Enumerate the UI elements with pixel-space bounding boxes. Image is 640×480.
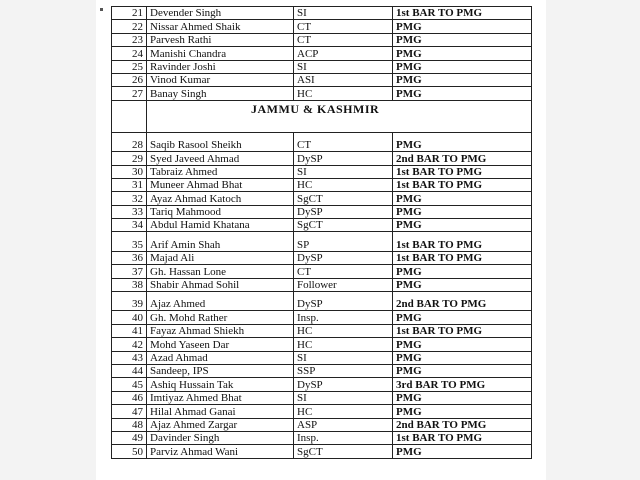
table-row xyxy=(112,20,532,33)
rank-cell: CT xyxy=(294,265,393,278)
rank-cell: HC xyxy=(294,324,393,337)
medal-cell: 2nd BAR TO PMG xyxy=(393,418,532,431)
medal-cell: PMG xyxy=(393,205,532,218)
rank-cell: HC xyxy=(294,338,393,351)
name-cell: Majad Ali xyxy=(147,251,294,264)
table-row xyxy=(112,278,532,291)
medal-cell: PMG xyxy=(393,47,532,60)
rank-cell: Insp. xyxy=(294,431,393,444)
medal-cell: PMG xyxy=(393,391,532,404)
serial-number-cell: 46 xyxy=(112,391,147,404)
name-cell: Ravinder Joshi xyxy=(147,60,294,73)
serial-number-cell: 36 xyxy=(112,251,147,264)
medal-cell: PMG xyxy=(393,351,532,364)
scan-mark xyxy=(100,8,103,11)
table-row xyxy=(112,132,532,151)
rank-cell: SI xyxy=(294,60,393,73)
medal-cell: PMG xyxy=(393,445,532,458)
rank-cell: SSP xyxy=(294,364,393,377)
rank-cell: DySP xyxy=(294,251,393,264)
medal-cell: PMG xyxy=(393,33,532,46)
name-cell: Gh. Hassan Lone xyxy=(147,265,294,278)
rank-cell: SgCT xyxy=(294,192,393,205)
rank-cell: CT xyxy=(294,132,393,151)
table-row xyxy=(112,33,532,46)
medal-cell: PMG xyxy=(393,364,532,377)
table-row xyxy=(112,205,532,218)
rank-cell: ASI xyxy=(294,73,393,86)
table-row xyxy=(112,431,532,444)
medal-cell: PMG xyxy=(393,60,532,73)
name-cell: Shabir Ahmad Sohil xyxy=(147,278,294,291)
serial-number-cell: 25 xyxy=(112,60,147,73)
table-row xyxy=(112,60,532,73)
medal-cell: 1st BAR TO PMG xyxy=(393,324,532,337)
medal-cell: 2nd BAR TO PMG xyxy=(393,292,532,311)
medal-list-table xyxy=(111,6,532,459)
rank-cell: DySP xyxy=(294,205,393,218)
serial-number-cell: 30 xyxy=(112,165,147,178)
serial-number-cell: 35 xyxy=(112,232,147,251)
medal-cell: PMG xyxy=(393,311,532,324)
name-cell: Parvesh Rathi xyxy=(147,33,294,46)
rank-cell: SP xyxy=(294,232,393,251)
blank-cell xyxy=(112,100,147,132)
name-cell: Parviz Ahmad Wani xyxy=(147,445,294,458)
name-cell: Ajaz Ahmed xyxy=(147,292,294,311)
serial-number-cell: 26 xyxy=(112,73,147,86)
medal-cell: 2nd BAR TO PMG xyxy=(393,152,532,165)
rank-cell: HC xyxy=(294,178,393,191)
name-cell: Vinod Kumar xyxy=(147,73,294,86)
serial-number-cell: 31 xyxy=(112,178,147,191)
medal-cell: PMG xyxy=(393,405,532,418)
name-cell: Manishi Chandra xyxy=(147,47,294,60)
name-cell: Syed Javeed Ahmad xyxy=(147,152,294,165)
medal-cell: 3rd BAR TO PMG xyxy=(393,378,532,391)
table-row xyxy=(112,378,532,391)
medal-cell: 1st BAR TO PMG xyxy=(393,165,532,178)
table-row xyxy=(112,364,532,377)
table-row xyxy=(112,178,532,191)
name-cell: Sandeep, IPS xyxy=(147,364,294,377)
rank-cell: SI xyxy=(294,351,393,364)
name-cell: Devender Singh xyxy=(147,7,294,20)
rank-cell: ACP xyxy=(294,47,393,60)
table-row xyxy=(112,152,532,165)
serial-number-cell: 49 xyxy=(112,431,147,444)
medal-cell: PMG xyxy=(393,278,532,291)
serial-number-cell: 37 xyxy=(112,265,147,278)
name-cell: Fayaz Ahmad Shiekh xyxy=(147,324,294,337)
section-heading: JAMMU & KASHMIR xyxy=(147,100,532,132)
name-cell: Tabraiz Ahmed xyxy=(147,165,294,178)
serial-number-cell: 47 xyxy=(112,405,147,418)
rank-cell: SI xyxy=(294,165,393,178)
table-row xyxy=(112,165,532,178)
rank-cell: ASP xyxy=(294,418,393,431)
medal-cell: 1st BAR TO PMG xyxy=(393,431,532,444)
table-row xyxy=(112,292,532,311)
serial-number-cell: 43 xyxy=(112,351,147,364)
medal-cell: PMG xyxy=(393,132,532,151)
medal-cell: PMG xyxy=(393,265,532,278)
table-row xyxy=(112,351,532,364)
table-row xyxy=(112,7,532,20)
name-cell: Muneer Ahmad Bhat xyxy=(147,178,294,191)
name-cell: Ashiq Hussain Tak xyxy=(147,378,294,391)
name-cell: Banay Singh xyxy=(147,87,294,100)
section-heading-row xyxy=(112,100,532,132)
medal-cell: PMG xyxy=(393,219,532,232)
medal-cell: PMG xyxy=(393,20,532,33)
serial-number-cell: 40 xyxy=(112,311,147,324)
serial-number-cell: 50 xyxy=(112,445,147,458)
table-row xyxy=(112,445,532,458)
name-cell: Imtiyaz Ahmed Bhat xyxy=(147,391,294,404)
medal-cell: PMG xyxy=(393,73,532,86)
table-row xyxy=(112,47,532,60)
name-cell: Gh. Mohd Rather xyxy=(147,311,294,324)
name-cell: Azad Ahmad xyxy=(147,351,294,364)
rank-cell: HC xyxy=(294,405,393,418)
serial-number-cell: 22 xyxy=(112,20,147,33)
serial-number-cell: 23 xyxy=(112,33,147,46)
rank-cell: DySP xyxy=(294,292,393,311)
serial-number-cell: 45 xyxy=(112,378,147,391)
table-row xyxy=(112,192,532,205)
table-row xyxy=(112,265,532,278)
name-cell: Ajaz Ahmed Zargar xyxy=(147,418,294,431)
medal-cell: 1st BAR TO PMG xyxy=(393,178,532,191)
name-cell: Hilal Ahmad Ganai xyxy=(147,405,294,418)
medal-cell: 1st BAR TO PMG xyxy=(393,232,532,251)
serial-number-cell: 42 xyxy=(112,338,147,351)
name-cell: Ayaz Ahmad Katoch xyxy=(147,192,294,205)
serial-number-cell: 48 xyxy=(112,418,147,431)
name-cell: Mohd Yaseen Dar xyxy=(147,338,294,351)
table-row xyxy=(112,418,532,431)
rank-cell: SgCT xyxy=(294,219,393,232)
medal-cell: 1st BAR TO PMG xyxy=(393,251,532,264)
serial-number-cell: 33 xyxy=(112,205,147,218)
serial-number-cell: 34 xyxy=(112,219,147,232)
rank-cell: CT xyxy=(294,33,393,46)
rank-cell: CT xyxy=(294,20,393,33)
rank-cell: SI xyxy=(294,391,393,404)
name-cell: Tariq Mahmood xyxy=(147,205,294,218)
serial-number-cell: 38 xyxy=(112,278,147,291)
serial-number-cell: 32 xyxy=(112,192,147,205)
name-cell: Abdul Hamid Khatana xyxy=(147,219,294,232)
serial-number-cell: 28 xyxy=(112,132,147,151)
table-row xyxy=(112,338,532,351)
medal-cell: PMG xyxy=(393,192,532,205)
serial-number-cell: 29 xyxy=(112,152,147,165)
serial-number-cell: 21 xyxy=(112,7,147,20)
rank-cell: HC xyxy=(294,87,393,100)
serial-number-cell: 44 xyxy=(112,364,147,377)
table-row xyxy=(112,87,532,100)
table-row xyxy=(112,311,532,324)
serial-number-cell: 39 xyxy=(112,292,147,311)
name-cell: Saqib Rasool Sheikh xyxy=(147,132,294,151)
serial-number-cell: 27 xyxy=(112,87,147,100)
table-row xyxy=(112,324,532,337)
serial-number-cell: 41 xyxy=(112,324,147,337)
table-row xyxy=(112,73,532,86)
table-row xyxy=(112,232,532,251)
rank-cell: DySP xyxy=(294,152,393,165)
rank-cell: SI xyxy=(294,7,393,20)
table-row xyxy=(112,391,532,404)
name-cell: Nissar Ahmed Shaik xyxy=(147,20,294,33)
serial-number-cell: 24 xyxy=(112,47,147,60)
medal-cell: PMG xyxy=(393,338,532,351)
table-row xyxy=(112,251,532,264)
rank-cell: Insp. xyxy=(294,311,393,324)
name-cell: Davinder Singh xyxy=(147,431,294,444)
rank-cell: Follower xyxy=(294,278,393,291)
table-row xyxy=(112,219,532,232)
name-cell: Arif Amin Shah xyxy=(147,232,294,251)
rank-cell: DySP xyxy=(294,378,393,391)
table-row xyxy=(112,405,532,418)
medal-cell: 1st BAR TO PMG xyxy=(393,7,532,20)
rank-cell: SgCT xyxy=(294,445,393,458)
medal-cell: PMG xyxy=(393,87,532,100)
